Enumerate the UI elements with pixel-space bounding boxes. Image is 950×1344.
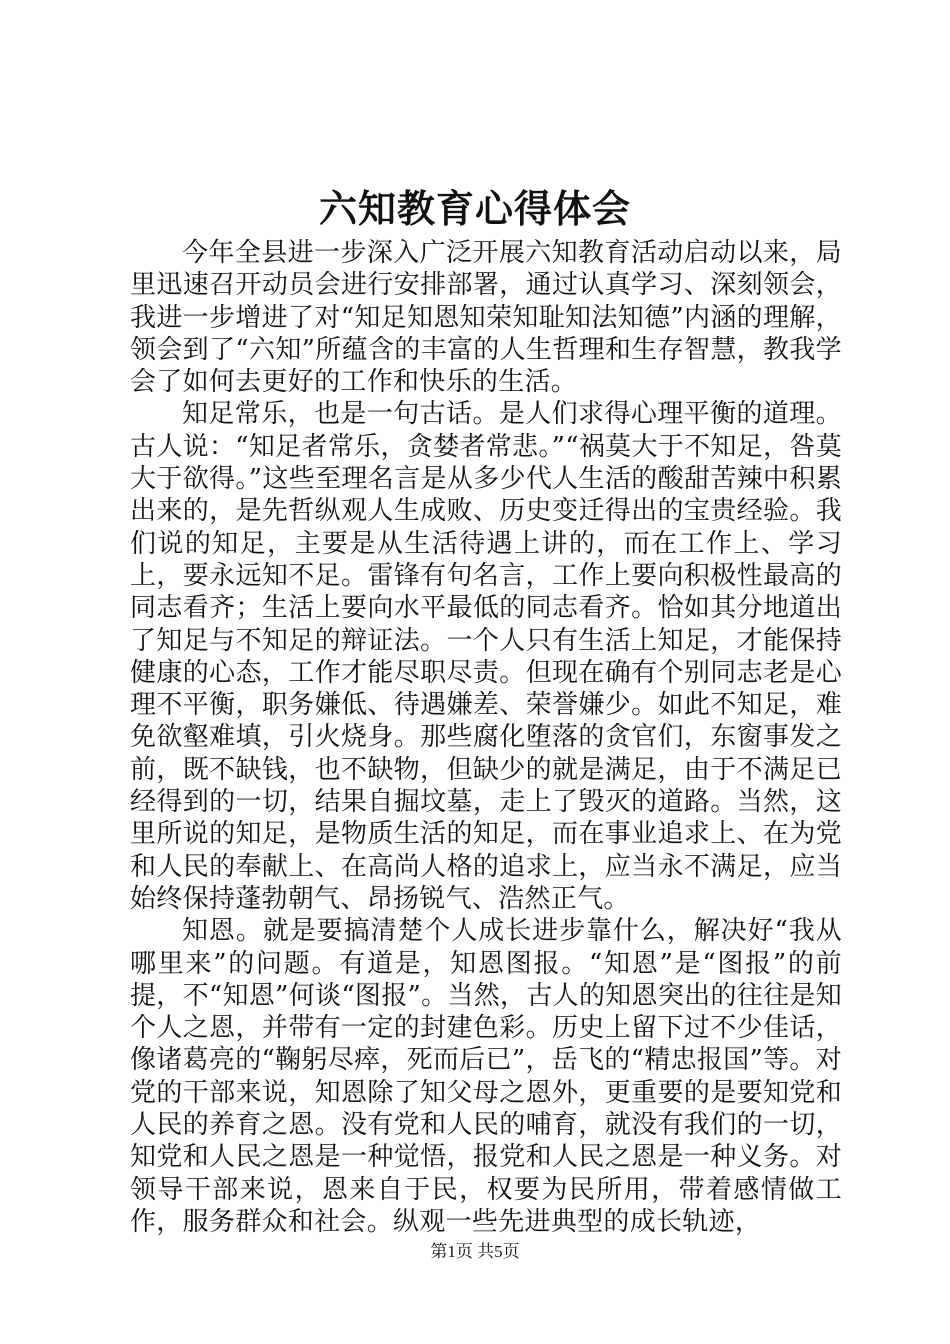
page-footer: 第1页 共5页: [430, 1242, 520, 1261]
paragraph-intro: 今年全县进一步深入广泛开展六知教育活动启动以来，局里迅速召开动员会进行安排部署，通过认真学习、深刻领会，我进一步增进了对“知足知恩知荣知耻知法知德”内涵的理解，领会到了“六知”所蕴含的丰富的人生哲理和生存智慧，教我学会了如何去更好的工作和快乐的生活。: [130, 238, 842, 398]
paragraph-zhien: 知恩。就是要搞清楚个人成长进步靠什么，解决好“我从哪里来”的问题。有道是，知恩图报。“知恩”是“图报”的前提，不“知恩”何谈“图报”。当然，古人的知恩突出的往往是知个人之恩，并带有一定的封建色彩。历史上留下过不少佳话，像诸葛亮的“鞠躬尽瘁，死而后已”，岳飞的“精忠报国”等。对党的干部来说，知恩除了知父母之恩外，更重要的是要知党和人民的养育之恩。没有党和人民的哺育，就没有我们的一切，知党和人民之恩是一种觉悟，报党和人民之恩是一种义务。对领导干部来说，恩来自于民，权要为民所用，带着感情做工作，服务群众和社会。纵观一些先进典型的成长轨迹，: [130, 916, 842, 1237]
paragraph-zhizu: 知足常乐，也是一句古话。是人们求得心理平衡的道理。古人说：“知足者常乐，贪婪者常悲。”“祸莫大于不知足，咎莫大于欲得。”这些至理名言是从多少代人生活的酸甜苦辣中积累出来的，是先哲纵观人生成败、历史变迁得出的宝贵经验。我们说的知足，主要是从生活待遇上讲的，而在工作上、学习上，要永远知不足。雷锋有句名言，工作上要向积极性最高的同志看齐；生活上要向水平最低的同志看齐。恰如其分地道出了知足与不知足的辩证法。一个人只有生活上知足，才能保持健康的心态，工作才能尽职尽责。但现在确有个别同志老是心理不平衡，职务嫌低、待遇嫌差、荣誉嫌少。如此不知足，难免欲壑难填，引火烧身。那些腐化堕落的贪官们，东窗事发之前，既不缺钱，也不缺物，但缺少的就是满足，由于不满足已经得到的一切，结果自掘坟墓，走上了毁灭的道路。当然，这里所说的知足，是物质生活的知足，而在事业追求上、在为党和人民的奉献上、在高尚人格的追求上，应当永不满足，应当始终保持蓬勃朝气、昂扬锐气、浩然正气。: [130, 399, 842, 914]
document-body: [130, 237, 842, 1238]
document-title: 六知教育心得体会: [318, 186, 631, 231]
